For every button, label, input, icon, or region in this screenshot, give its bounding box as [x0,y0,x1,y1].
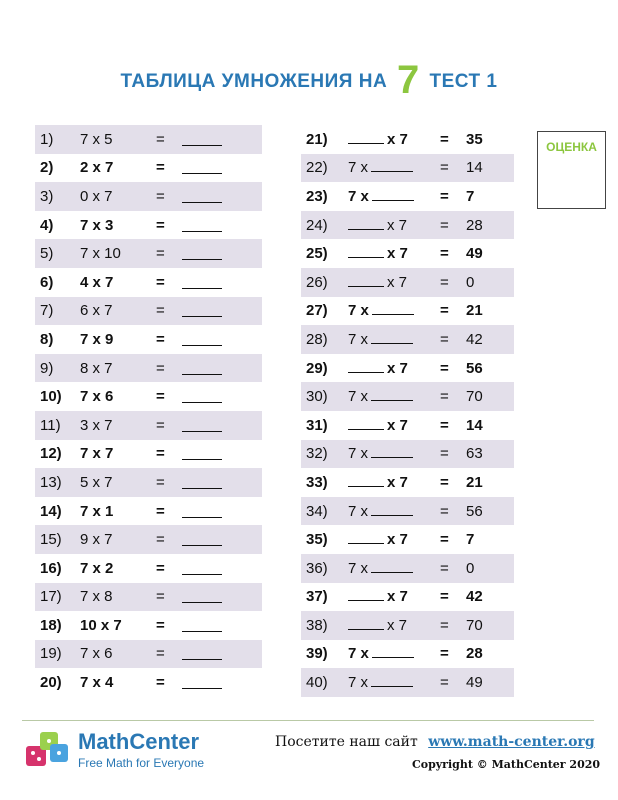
problem-expression: 5 x 7 [80,473,113,491]
equals-sign: = [440,273,449,291]
answer-blank[interactable] [182,161,222,174]
equals-sign: = [440,588,449,606]
answer-blank[interactable] [182,619,222,632]
problem-number: 22) [306,159,328,177]
problem-number: 19) [40,645,62,663]
problem-number: 27) [306,302,328,320]
product-value: 14 [466,159,483,177]
product-value: 70 [466,388,483,406]
product-value: 56 [466,502,483,520]
factor-blank[interactable] [348,131,384,144]
problem-expression: 7 x 10 [80,245,121,263]
known-factor: 7 x [348,674,369,692]
problem-number: 39) [306,645,328,663]
problem-row [35,268,262,297]
factor-blank[interactable] [371,159,413,172]
known-factor: x 7 [387,531,408,549]
problem-row [301,497,514,526]
equals-sign: = [440,302,449,320]
equals-sign: = [156,531,165,549]
problem-row [301,583,514,612]
problem-number: 33) [306,473,328,491]
problem-number: 4) [40,216,54,234]
equals-sign: = [440,159,449,177]
problem-expression: 7 x 8 [80,588,113,606]
problem-expression [348,217,440,234]
known-factor: 7 x [348,330,369,348]
problem-number: 18) [40,616,62,634]
problem-row [35,668,262,697]
known-factor: x 7 [387,273,408,291]
problem-number: 16) [40,559,62,577]
visit-text: Посетите наш сайт [275,734,418,750]
right-problem-column [301,125,514,697]
equals-sign: = [440,645,449,663]
problem-row [301,239,514,268]
score-box [537,131,606,209]
answer-blank[interactable] [182,505,222,518]
problem-number: 32) [306,445,328,463]
title-prefix: ТАБЛИЦА УМНОЖЕНИЯ НА [120,71,388,92]
product-value: 35 [466,130,483,148]
problem-row [301,640,514,669]
equals-sign: = [440,130,449,148]
problem-number: 12) [40,445,62,463]
problem-number: 8) [40,330,54,348]
problem-row [35,554,262,583]
problem-row [35,611,262,640]
factor-blank[interactable] [372,302,414,315]
product-value: 0 [466,273,475,291]
answer-blank[interactable] [182,304,222,317]
factor-blank[interactable] [371,503,413,516]
factor-blank[interactable] [348,245,384,258]
equals-sign: = [156,302,165,320]
problem-number: 5) [40,245,54,263]
problem-row [301,211,514,240]
problem-expression: 7 x 6 [80,645,113,663]
problem-row [35,211,262,240]
known-factor: 7 x [348,645,369,663]
problem-expression: 10 x 7 [80,616,122,634]
answer-blank[interactable] [182,247,222,260]
problem-number: 7) [40,302,54,320]
known-factor: 7 x [348,159,369,177]
problem-number: 29) [306,359,328,377]
equals-sign: = [156,130,165,148]
known-factor: x 7 [387,216,408,234]
visit-line [275,734,595,750]
product-value: 21 [466,473,483,491]
equals-sign: = [156,187,165,205]
known-factor: x 7 [387,245,408,263]
equals-sign: = [440,559,449,577]
problem-expression [348,674,440,691]
problem-expression: 7 x 1 [80,502,114,520]
equals-sign: = [440,388,449,406]
equals-sign: = [156,330,165,348]
equals-sign: = [156,416,165,434]
problem-row [35,297,262,326]
brand-name: MathCenter [78,729,200,754]
equals-sign: = [156,645,165,663]
answer-blank[interactable] [182,133,222,146]
known-factor: 7 x [348,388,369,406]
problem-expression [348,417,440,434]
known-factor: 7 x [348,302,369,320]
equals-sign: = [156,674,165,692]
factor-blank[interactable] [371,560,413,573]
factor-blank[interactable] [348,274,384,287]
product-value: 21 [466,302,483,320]
problem-expression [348,302,440,319]
problem-expression: 7 x 7 [80,445,114,463]
problem-expression [348,560,440,577]
problem-number: 17) [40,588,62,606]
product-value: 63 [466,445,483,463]
product-value: 28 [466,216,483,234]
problem-expression [348,274,440,291]
problem-expression: 6 x 7 [80,302,113,320]
problem-row [301,411,514,440]
answer-blank[interactable] [182,476,222,489]
equals-sign: = [440,445,449,463]
answer-blank[interactable] [182,562,222,575]
product-value: 7 [466,187,475,205]
known-factor: 7 x [348,502,369,520]
product-value: 42 [466,588,483,606]
problem-row [35,583,262,612]
answer-blank[interactable] [182,190,222,203]
known-factor: x 7 [387,588,408,606]
answer-blank[interactable] [182,333,222,346]
problem-row [35,497,262,526]
answer-blank[interactable] [182,390,222,403]
equals-sign: = [440,473,449,491]
equals-sign: = [156,245,165,263]
known-factor: 7 x [348,559,369,577]
equals-sign: = [440,502,449,520]
factor-blank[interactable] [348,617,384,630]
problem-row [301,297,514,326]
factor-blank[interactable] [371,388,413,401]
equals-sign: = [156,388,165,406]
problem-expression [348,645,440,662]
problem-row [301,154,514,183]
brand-block [78,729,204,770]
problem-expression: 9 x 7 [80,531,113,549]
problem-number: 35) [306,531,328,549]
problem-row [35,440,262,469]
problem-number: 31) [306,416,328,434]
answer-blank[interactable] [182,447,222,460]
problem-row [35,354,262,383]
problem-number: 40) [306,674,328,692]
mathcenter-logo-icon [24,728,72,772]
problem-row [35,382,262,411]
problem-expression: 7 x 4 [80,674,114,692]
problem-number: 2) [40,159,54,177]
problem-expression: 7 x 5 [80,130,113,148]
problem-number: 34) [306,502,328,520]
problem-number: 38) [306,616,328,634]
problem-row [301,182,514,211]
answer-blank[interactable] [182,276,222,289]
answer-blank[interactable] [182,419,222,432]
problem-number: 14) [40,502,62,520]
problem-expression: 7 x 6 [80,388,114,406]
equals-sign: = [156,588,165,606]
problem-expression [348,245,440,262]
problem-expression [348,159,440,176]
problem-number: 25) [306,245,328,263]
problem-row [35,154,262,183]
problem-row [35,640,262,669]
answer-blank[interactable] [182,362,222,375]
website-link[interactable]: www.math-center.org [428,734,595,750]
equals-sign: = [156,445,165,463]
problem-expression [348,131,440,148]
factor-blank[interactable] [371,331,413,344]
problem-row [35,525,262,554]
equals-sign: = [156,473,165,491]
problem-expression [348,503,440,520]
problem-expression: 2 x 7 [80,159,114,177]
problem-row [35,125,262,154]
problem-number: 13) [40,473,62,491]
known-factor: x 7 [387,359,408,377]
equals-sign: = [440,330,449,348]
problem-number: 21) [306,130,328,148]
equals-sign: = [440,359,449,377]
answer-blank[interactable] [182,219,222,232]
known-factor: x 7 [387,473,408,491]
product-value: 7 [466,531,475,549]
answer-blank[interactable] [182,533,222,546]
factor-blank[interactable] [348,360,384,373]
factor-blank[interactable] [348,531,384,544]
score-label: ОЦЕНКА [546,140,597,154]
known-factor: x 7 [387,616,408,634]
problem-row [35,182,262,211]
factor-blank[interactable] [348,417,384,430]
product-value: 28 [466,645,483,663]
worksheet-title [0,58,618,103]
factor-blank[interactable] [348,217,384,230]
product-value: 56 [466,359,483,377]
problem-row [301,382,514,411]
problem-row [301,668,514,697]
equals-sign: = [440,674,449,692]
problem-expression: 8 x 7 [80,359,113,377]
problem-row [301,468,514,497]
problem-expression: 7 x 2 [80,559,114,577]
problem-row [301,525,514,554]
equals-sign: = [156,559,165,577]
equals-sign: = [156,502,165,520]
problem-row [35,468,262,497]
problem-number: 24) [306,216,328,234]
problem-row [301,325,514,354]
problem-expression [348,360,440,377]
copyright: Copyright © MathCenter 2020 [412,758,601,771]
product-value: 49 [466,674,483,692]
problem-expression [348,531,440,548]
problem-row [35,325,262,354]
problem-number: 26) [306,273,328,291]
factor-blank[interactable] [371,674,413,687]
equals-sign: = [156,359,165,377]
problem-row [301,354,514,383]
product-value: 49 [466,245,483,263]
problem-expression [348,617,440,634]
problem-expression: 7 x 3 [80,216,114,234]
problem-row [301,611,514,640]
title-suffix: ТЕСТ 1 [429,71,498,92]
factor-blank[interactable] [348,588,384,601]
problem-number: 28) [306,330,328,348]
product-value: 14 [466,416,483,434]
equals-sign: = [156,159,165,177]
known-factor: 7 x [348,445,369,463]
product-value: 0 [466,559,475,577]
problem-number: 1) [40,130,54,148]
factor-blank[interactable] [348,474,384,487]
problem-row [35,239,262,268]
problem-expression [348,188,440,205]
equals-sign: = [156,273,165,291]
equals-sign: = [440,216,449,234]
known-factor: 7 x [348,187,369,205]
brand-tagline: Free Math for Everyone [78,756,205,770]
problem-row [35,411,262,440]
known-factor: x 7 [387,130,408,148]
problem-row [301,268,514,297]
equals-sign: = [156,616,165,634]
problem-expression: 7 x 9 [80,330,114,348]
equals-sign: = [440,416,449,434]
factor-blank[interactable] [371,445,413,458]
factor-blank[interactable] [372,188,414,201]
equals-sign: = [156,216,165,234]
problem-number: 15) [40,531,62,549]
product-value: 70 [466,616,483,634]
problem-row [301,125,514,154]
answer-blank[interactable] [182,676,222,689]
product-value: 42 [466,330,483,348]
problem-number: 20) [40,674,62,692]
problem-expression [348,474,440,491]
problem-number: 9) [40,359,54,377]
problem-expression: 3 x 7 [80,416,113,434]
equals-sign: = [440,187,449,205]
problem-row [301,440,514,469]
problem-expression [348,445,440,462]
known-factor: x 7 [387,416,408,434]
problem-expression [348,331,440,348]
answer-blank[interactable] [182,590,222,603]
problem-row [301,554,514,583]
title-number: 7 [396,58,420,102]
factor-blank[interactable] [372,645,414,658]
footer-divider [22,720,594,721]
problem-number: 6) [40,273,54,291]
problem-number: 11) [40,416,61,434]
problem-number: 3) [40,187,54,205]
equals-sign: = [440,245,449,263]
left-problem-column [35,125,262,697]
answer-blank[interactable] [182,647,222,660]
equals-sign: = [440,616,449,634]
problem-expression: 0 x 7 [80,187,113,205]
problem-number: 30) [306,388,328,406]
problem-number: 10) [40,388,62,406]
problem-expression [348,388,440,405]
equals-sign: = [440,531,449,549]
problem-number: 36) [306,559,328,577]
problem-number: 37) [306,588,328,606]
problem-expression: 4 x 7 [80,273,114,291]
problem-number: 23) [306,187,328,205]
problem-expression [348,588,440,605]
